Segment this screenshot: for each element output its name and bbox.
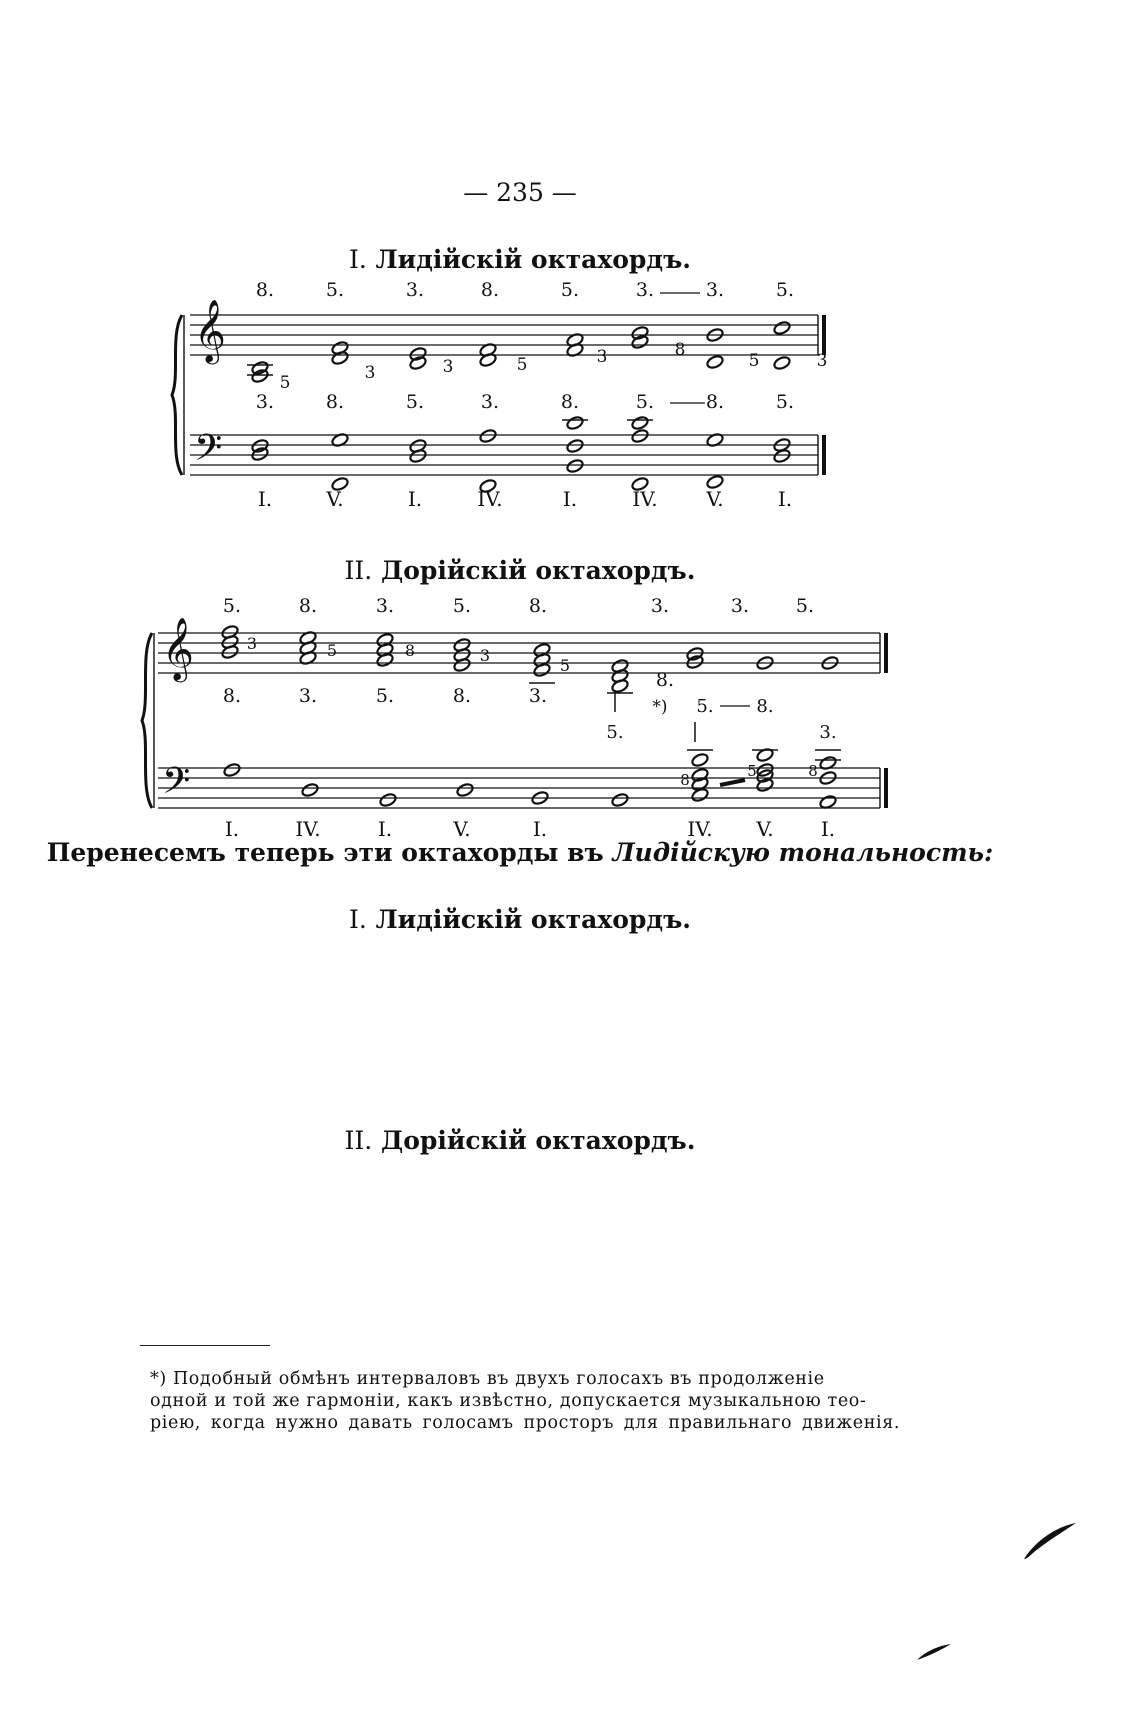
section-numeral: II.: [344, 556, 373, 585]
harmonic-degree: V.: [326, 487, 344, 511]
harmonic-degree: I.: [407, 487, 423, 511]
section-title-dorian-1: [0, 556, 1040, 585]
transition-plain: Перенесемъ теперь эти октахорды въ: [46, 838, 613, 867]
harmonic-degree: I.: [224, 817, 240, 841]
bass-figure: 8: [680, 771, 690, 789]
whole-note: [691, 752, 710, 768]
harmonic-degree: I.: [257, 487, 273, 511]
page-number: — 235 —: [463, 178, 577, 207]
section-title-lydian-2: [0, 905, 1040, 934]
upper-figure: 3.: [375, 595, 395, 617]
lower-figure: 5.: [775, 391, 795, 413]
music-notation: [170, 270, 850, 510]
inner-figure: 5: [279, 373, 291, 393]
lower-figure: 3.: [255, 391, 275, 413]
whole-note: [379, 792, 398, 808]
whole-note: [223, 762, 242, 778]
footnote-line: ріею, когда нужно давать голосамъ просторъ для правильнаго движенія.: [150, 1413, 900, 1433]
footnote-divider: [140, 1345, 270, 1346]
music-notation: [140, 590, 910, 840]
music-system-dorian-1: [140, 590, 910, 840]
whole-note: [456, 782, 475, 798]
upper-figure: 5.: [560, 279, 580, 301]
upper-figure: 3.: [705, 279, 725, 301]
upper-figure: 8.: [298, 595, 318, 617]
upper-figure: 5.: [775, 279, 795, 301]
whole-note: [479, 428, 498, 444]
harmonic-degree: V.: [453, 817, 471, 841]
harmonic-degree: I.: [777, 487, 793, 511]
harmonic-degree: V.: [756, 817, 774, 841]
bass-clef-icon: 𝄢: [194, 427, 223, 478]
upper-figure: 8.: [480, 279, 500, 301]
treble-clef-icon: 𝄞: [194, 299, 226, 362]
upper-figure: 5.: [222, 595, 242, 617]
lower-figure: 5.: [375, 685, 395, 707]
whole-note: [611, 792, 630, 808]
section-title-text: Лидійскій октахордъ.: [375, 905, 691, 934]
exchange-figure: 5.: [696, 696, 714, 717]
whole-note: [566, 458, 585, 474]
harmonic-degree: IV.: [477, 487, 503, 511]
upper-figure: 3.: [730, 595, 750, 617]
upper-figure: 5.: [452, 595, 472, 617]
harmonic-degree: I.: [820, 817, 836, 841]
lower-figure: 5.: [405, 391, 425, 413]
transition-text: [0, 838, 1040, 867]
footnote: [150, 1368, 900, 1434]
transition-italic: Лидійскую тональность:: [612, 838, 994, 867]
inner-figure: 8: [674, 340, 686, 360]
section-numeral: II.: [344, 1126, 373, 1155]
whole-note: [301, 782, 320, 798]
whole-note: [773, 355, 792, 371]
bass-figure: 8: [808, 762, 818, 780]
brace-icon: [142, 633, 152, 808]
lower-figure: 3.: [480, 391, 500, 413]
lower-figure: 3.: [298, 685, 318, 707]
harmonic-degree: I.: [562, 487, 578, 511]
upper-figure: 8.: [255, 279, 275, 301]
inner-figure: 5: [559, 656, 571, 675]
harmonic-degree: I.: [377, 817, 393, 841]
bass-clef-icon: 𝄢: [162, 760, 191, 811]
inner-figure: 3: [246, 634, 258, 653]
footnote-line: *) Подобный обмѣнъ интерваловъ въ двухъ голосахъ въ продолженіе: [150, 1369, 825, 1389]
lower-figure: 8.: [560, 391, 580, 413]
ink-mark-icon: [1020, 1515, 1080, 1565]
footnote-line: одной и той же гармоніи, какъ извѣстно, допускается музыкальною тео-: [150, 1391, 867, 1411]
upper-figure: 3.: [405, 279, 425, 301]
footnote-marker: *): [652, 697, 668, 717]
inner-figure: 3: [442, 357, 454, 377]
upper-figure: 3.: [635, 279, 655, 301]
harmonic-degree: IV.: [687, 817, 713, 841]
voice-crossing-beam: [720, 780, 745, 785]
whole-note: [706, 354, 725, 370]
upper-figure: 3.: [650, 595, 670, 617]
inner-figure: 5: [748, 351, 760, 371]
lower-figure: 8.: [452, 685, 472, 707]
harmonic-degree: IV.: [632, 487, 658, 511]
exchange-figure: 8.: [756, 696, 774, 717]
harmonic-degree: IV.: [295, 817, 321, 841]
section-title-text: Лидійскій октахордъ.: [375, 245, 691, 274]
section-title-text: Дорійскій октахордъ.: [380, 1126, 696, 1155]
whole-note: [631, 415, 650, 431]
lower-figure: 8.: [325, 391, 345, 413]
inner-figure: 3: [364, 363, 376, 383]
exchange-figure: 5.: [606, 722, 624, 743]
lower-figure: 8.: [655, 669, 675, 691]
harmonic-degree: V.: [706, 487, 724, 511]
section-numeral: I.: [349, 905, 367, 934]
inner-figure: 5: [326, 641, 338, 660]
brace-icon: [172, 315, 182, 475]
lower-figure: 8.: [705, 391, 725, 413]
lower-figure: 3.: [528, 685, 548, 707]
inner-figure: 8: [404, 641, 416, 660]
section-title-dorian-2: [0, 1126, 1040, 1155]
music-system-lydian-1: [170, 270, 850, 510]
whole-note: [631, 428, 650, 444]
upper-figure: 8.: [528, 595, 548, 617]
bass-figure: 5: [747, 762, 757, 780]
section-title-text: Дорійскій октахордъ.: [380, 556, 696, 585]
upper-figure: 5.: [795, 595, 815, 617]
lower-figure: 5.: [635, 391, 655, 413]
whole-note: [773, 320, 792, 336]
section-numeral: I.: [349, 245, 367, 274]
inner-figure: 3: [596, 347, 608, 367]
whole-note: [566, 438, 585, 454]
harmonic-degree: I.: [532, 817, 548, 841]
inner-figure: 3: [816, 351, 828, 371]
exchange-figure: 3.: [819, 722, 837, 743]
whole-note: [566, 415, 585, 431]
upper-figure: 5.: [325, 279, 345, 301]
inner-figure: 3: [479, 646, 491, 665]
lower-figure: 8.: [222, 685, 242, 707]
treble-clef-icon: 𝄞: [162, 617, 194, 680]
inner-figure: 5: [516, 355, 528, 375]
ink-mark-icon: [915, 1640, 955, 1664]
